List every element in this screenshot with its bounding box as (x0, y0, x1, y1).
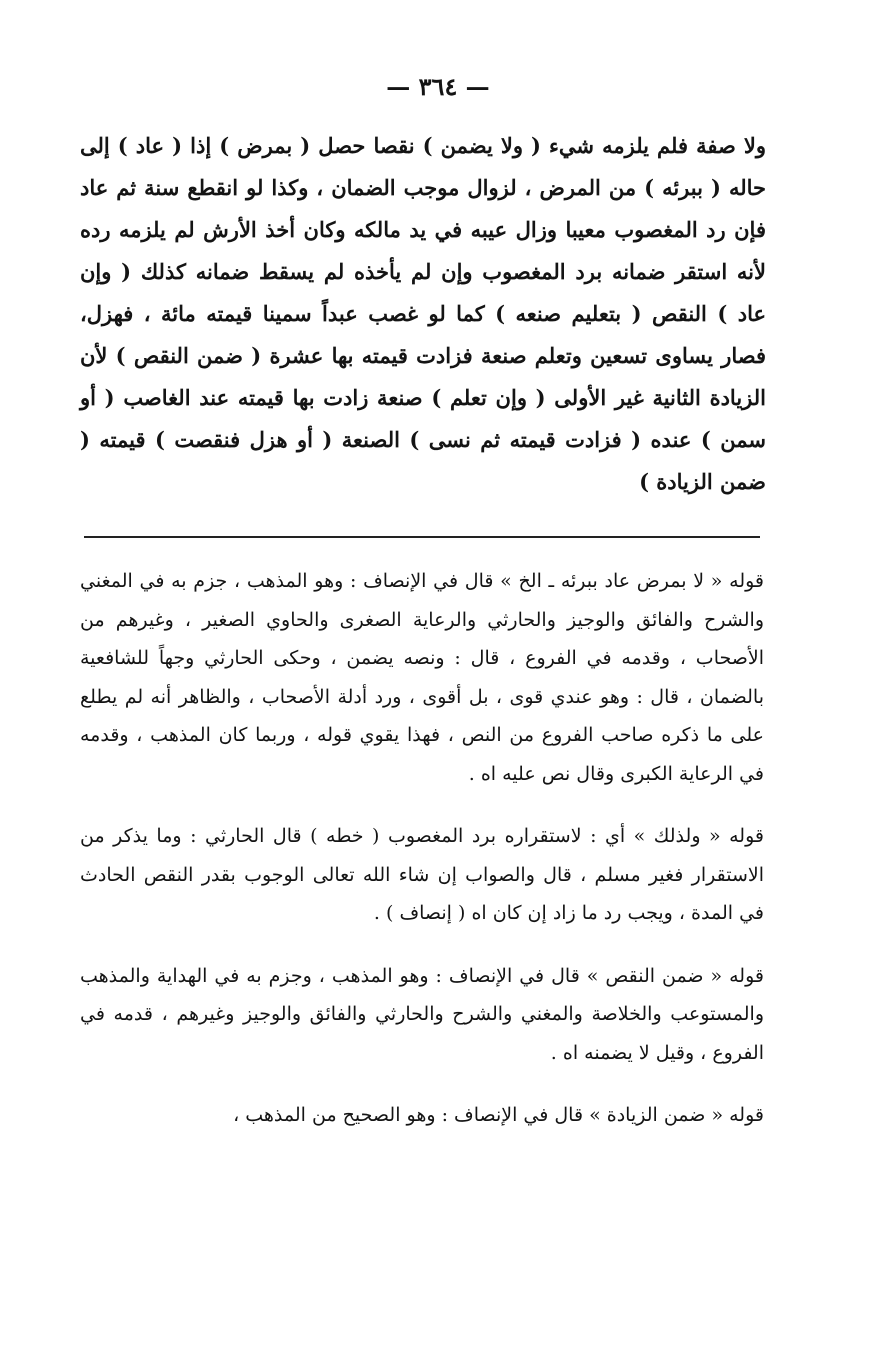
main-paragraph: ولا صفة فلم يلزمه شيء ( ولا يضمن ) نقصا حصل ( بمرض ) إذا ( عاد ) إلى حاله ( ببرئه ) من المرض ، لزوال موجب الضمان ، وكذا لو انقطع سنة ثم عاد فإن رد المغصوب معيبا وزال عيبه في يد مالكه وكان أخذ الأرش لم يلزمه رده لأنه استقر ضمانه برد المغصوب وإن لم يأخذه لم يسقط ضمانه كذلك ( وإن عاد ) النقص ( بتعليم صنعه ) كما لو غصب عبداً سمينا قيمته مائة ، فهزل، فصار يساوى تسعين وتعلم صنعة فزادت قيمته بها عشرة ( ضمن النقص ) لأن الزيادة الثانية غير الأولى ( وإن تعلم ) صنعة زادت بها قيمته عند الغاصب ( أو سمن ) عنده ( فزادت قيمته ثم نسى ) الصنعة ( أو هزل فنقصت ) قيمته ( ضمن الزيادة ) (80, 133, 766, 494)
footnote-1: قوله « لا بمرض عاد ببرئه ـ الخ » قال في الإنصاف : وهو المذهب ، جزم به في المغني والشرح والفائق والوجيز والحارثي والرعاية الصغرى والحاوي الصغير ، وغيرهم من الأصحاب ، وقدمه في الفروع ، قال : ونصه يضمن ، وحكى الحارثي وجهاً للشافعية بالضمان ، قال : وهو عندي قوى ، بل أقوى ، ورد أدلة الأصحاب ، والظاهر أنه لم يطلع على ما ذكره صاحب الفروع من النص ، فهذا يقوي قوله ، وربما كان المذهب ، وقدمه في الرعاية الكبرى وقال نص عليه اه . (80, 570, 764, 785)
footnote-2: قوله « ولذلك » أي : لاستقراره برد المغصوب ( خطه ) قال الحارثي : وما يذكر من الاستقرار فغير مسلم ، قال والصواب إن شاء الله تعالى الوجوب بقدر النقص الحادث في المدة ، ويجب رد ما زاد إن كان اه ( إنصاف ) . (80, 825, 764, 924)
page-number: — ٣٦٤ — (386, 72, 490, 101)
footnotes-block (80, 562, 764, 1135)
main-text-block (80, 125, 766, 503)
footnote-3: قوله « ضمن النقص » قال في الإنصاف : وهو المذهب ، وجزم به في الهداية والمذهب والمستوعب والخلاصة والمغني والشرح والحارثي والفائق والوجيز وغيرهم ، قدمه في الفروع ، وقيل لا يضمنه اه . (80, 964, 764, 1064)
footnote-divider (84, 536, 760, 538)
footnote-4: قوله « ضمن الزيادة » قال في الإنصاف : وهو الصحيح من المذهب ، (233, 1104, 764, 1126)
